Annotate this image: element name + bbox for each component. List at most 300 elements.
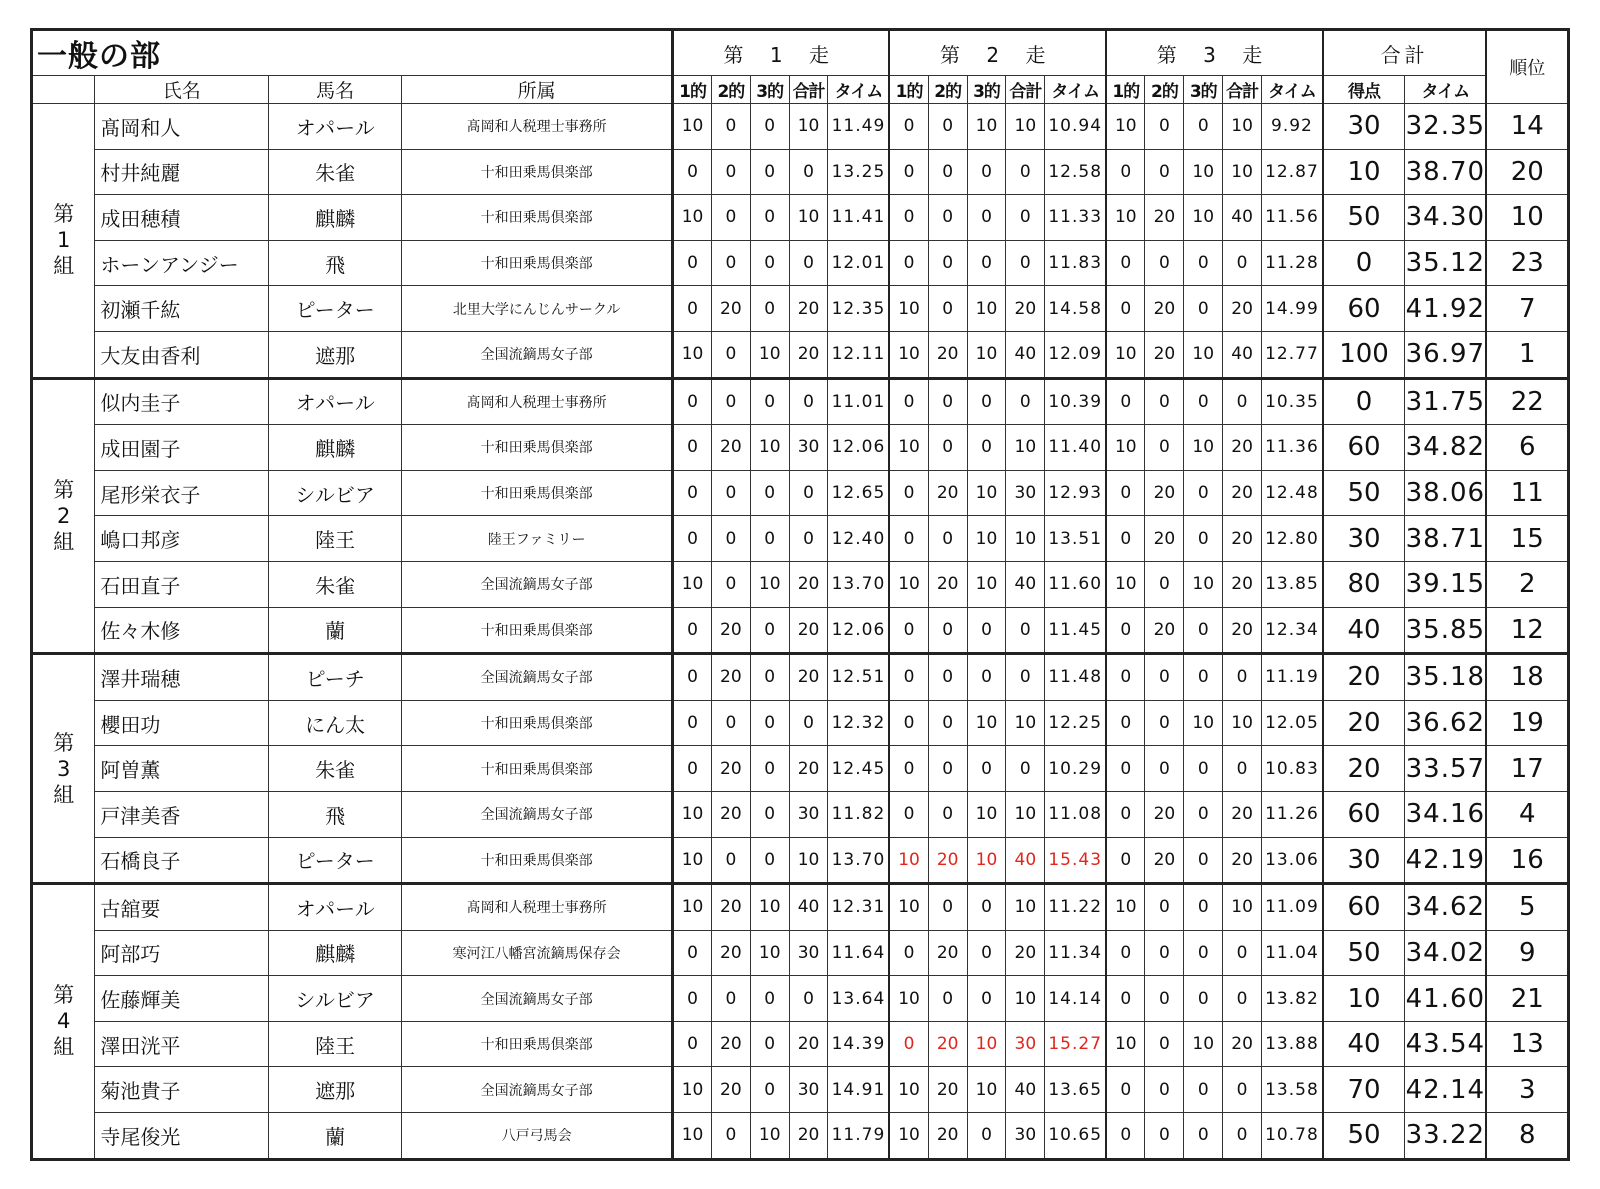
col-header-horse: 馬名 — [269, 76, 402, 104]
rank: 18 — [1486, 654, 1568, 701]
run2-t3: 10 — [967, 700, 1006, 746]
col-header-run2-t2: 2的 — [928, 76, 967, 104]
run1-t3: 0 — [750, 378, 789, 425]
affiliation: 十和田乗馬倶楽部 — [402, 746, 673, 792]
total-points: 20 — [1323, 654, 1405, 701]
run3-t1: 0 — [1106, 516, 1145, 562]
run2-time: 11.22 — [1045, 884, 1106, 931]
run1-time: 12.11 — [828, 331, 889, 378]
total-points: 60 — [1323, 286, 1405, 332]
run2-t1: 10 — [889, 1113, 928, 1160]
run2-time: 12.25 — [1045, 700, 1106, 746]
run1-time: 12.32 — [828, 700, 889, 746]
run2-t3: 10 — [967, 561, 1006, 607]
rank: 13 — [1486, 1021, 1568, 1067]
run3-time: 12.80 — [1262, 516, 1323, 562]
horse-name: シルビア — [269, 470, 402, 516]
run1-t3: 0 — [750, 286, 789, 332]
rider-name: 阿部巧 — [95, 930, 269, 976]
table-row — [32, 791, 1569, 837]
run3-time: 12.77 — [1262, 331, 1323, 378]
run2-subtotal: 10 — [1006, 791, 1045, 837]
rank: 14 — [1486, 104, 1568, 150]
run3-t2: 0 — [1145, 561, 1184, 607]
run1-t1: 0 — [673, 1021, 712, 1067]
run2-t2: 0 — [928, 791, 967, 837]
col-header-run2-time: タイム — [1045, 76, 1106, 104]
run3-t3: 10 — [1184, 195, 1223, 241]
run3-time: 11.56 — [1262, 195, 1323, 241]
rider-name: 戸津美香 — [95, 791, 269, 837]
run2-t2: 0 — [928, 700, 967, 746]
run2-t1: 0 — [889, 654, 928, 701]
run3-t3: 10 — [1184, 425, 1223, 471]
run2-time: 11.33 — [1045, 195, 1106, 241]
horse-name: 朱雀 — [269, 561, 402, 607]
run3-t3: 0 — [1184, 1113, 1223, 1160]
run2-t3: 0 — [967, 746, 1006, 792]
run2-t1: 0 — [889, 378, 928, 425]
table-row — [32, 1067, 1569, 1113]
run2-subtotal: 10 — [1006, 104, 1045, 150]
run2-t3: 0 — [967, 1113, 1006, 1160]
run1-subtotal: 30 — [789, 791, 828, 837]
run1-subtotal: 20 — [789, 286, 828, 332]
run2-t2: 20 — [928, 331, 967, 378]
run1-subtotal: 10 — [789, 195, 828, 241]
run2-t3: 0 — [967, 378, 1006, 425]
run1-t3: 0 — [750, 104, 789, 150]
col-header-run3-t3: 3的 — [1184, 76, 1223, 104]
run3-t1: 0 — [1106, 837, 1145, 884]
table-row — [32, 930, 1569, 976]
horse-name: 麒麟 — [269, 195, 402, 241]
run1-t3: 0 — [750, 746, 789, 792]
run2-t1: 0 — [889, 930, 928, 976]
affiliation: 髙岡和人税理士事務所 — [402, 378, 673, 425]
run2-subtotal: 40 — [1006, 1067, 1045, 1113]
results-sheet — [30, 28, 1570, 1161]
rider-name: 櫻田功 — [95, 700, 269, 746]
table-row — [32, 561, 1569, 607]
affiliation: 寒河江八幡宮流鏑馬保存会 — [402, 930, 673, 976]
run3-subtotal: 20 — [1223, 470, 1262, 516]
run3-t1: 0 — [1106, 378, 1145, 425]
run3-t2: 0 — [1145, 378, 1184, 425]
run3-t3: 10 — [1184, 561, 1223, 607]
table-row — [32, 425, 1569, 471]
run1-t2: 0 — [711, 240, 750, 286]
total-points: 60 — [1323, 425, 1405, 471]
rank: 10 — [1486, 195, 1568, 241]
run2-t3: 10 — [967, 516, 1006, 562]
run1-t3: 0 — [750, 195, 789, 241]
run1-t3: 0 — [750, 470, 789, 516]
run2-time: 14.58 — [1045, 286, 1106, 332]
run3-t2: 20 — [1145, 286, 1184, 332]
total-points: 80 — [1323, 561, 1405, 607]
run2-t1: 10 — [889, 976, 928, 1022]
run2-subtotal: 30 — [1006, 470, 1045, 516]
run1-t3: 0 — [750, 791, 789, 837]
affiliation: 八戸弓馬会 — [402, 1113, 673, 1160]
run1-time: 12.06 — [828, 425, 889, 471]
table-row — [32, 700, 1569, 746]
total-points: 0 — [1323, 240, 1405, 286]
run2-time: 14.14 — [1045, 976, 1106, 1022]
run2-t3: 0 — [967, 195, 1006, 241]
run3-t3: 0 — [1184, 654, 1223, 701]
run3-t1: 10 — [1106, 884, 1145, 931]
horse-name: オパール — [269, 884, 402, 931]
run1-subtotal: 0 — [789, 240, 828, 286]
run3-t2: 0 — [1145, 1067, 1184, 1113]
table-row — [32, 331, 1569, 378]
total-time: 34.30 — [1405, 195, 1487, 241]
col-header-affiliation: 所属 — [402, 76, 673, 104]
rank: 4 — [1486, 791, 1568, 837]
run1-time: 11.82 — [828, 791, 889, 837]
total-points: 50 — [1323, 470, 1405, 516]
run2-t3: 10 — [967, 286, 1006, 332]
run1-t1: 10 — [673, 104, 712, 150]
run2-t3: 0 — [967, 425, 1006, 471]
run3-t3: 10 — [1184, 1021, 1223, 1067]
run2-t2: 0 — [928, 884, 967, 931]
rider-name: 古舘要 — [95, 884, 269, 931]
run3-time: 9.92 — [1262, 104, 1323, 150]
run1-subtotal: 30 — [789, 930, 828, 976]
run3-subtotal: 40 — [1223, 195, 1262, 241]
run3-t2: 0 — [1145, 1113, 1184, 1160]
table-row — [32, 470, 1569, 516]
run3-t3: 0 — [1184, 884, 1223, 931]
group-label: 第 1 組 — [32, 104, 95, 379]
rank: 2 — [1486, 561, 1568, 607]
run1-time: 12.45 — [828, 746, 889, 792]
run1-t1: 10 — [673, 331, 712, 378]
horse-name: シルビア — [269, 976, 402, 1022]
run2-time: 10.65 — [1045, 1113, 1106, 1160]
run2-time: 11.83 — [1045, 240, 1106, 286]
run2-subtotal: 0 — [1006, 195, 1045, 241]
total-points: 30 — [1323, 516, 1405, 562]
run1-t1: 10 — [673, 791, 712, 837]
run1-t2: 0 — [711, 470, 750, 516]
horse-name: 蘭 — [269, 1113, 402, 1160]
col-header-run1-t3: 3的 — [750, 76, 789, 104]
horse-name: 蘭 — [269, 607, 402, 654]
run3-t3: 10 — [1184, 700, 1223, 746]
run1-t1: 0 — [673, 470, 712, 516]
affiliation: 十和田乗馬倶楽部 — [402, 837, 673, 884]
run1-t1: 10 — [673, 561, 712, 607]
total-points: 10 — [1323, 976, 1405, 1022]
run1-t2: 20 — [711, 1067, 750, 1113]
run1-subtotal: 40 — [789, 884, 828, 931]
run1-t1: 10 — [673, 195, 712, 241]
run1-t2: 20 — [711, 1021, 750, 1067]
run1-t1: 0 — [673, 976, 712, 1022]
total-time: 43.54 — [1405, 1021, 1487, 1067]
rider-name: 尾形栄衣子 — [95, 470, 269, 516]
run3-subtotal: 20 — [1223, 561, 1262, 607]
rank: 7 — [1486, 286, 1568, 332]
run1-time: 12.01 — [828, 240, 889, 286]
results-table — [30, 28, 1570, 1161]
affiliation: 十和田乗馬倶楽部 — [402, 607, 673, 654]
total-points: 0 — [1323, 378, 1405, 425]
run3-t1: 0 — [1106, 1067, 1145, 1113]
run1-subtotal: 20 — [789, 1113, 828, 1160]
run3-t2: 0 — [1145, 746, 1184, 792]
run1-t3: 0 — [750, 976, 789, 1022]
run3-t2: 0 — [1145, 149, 1184, 195]
rank: 11 — [1486, 470, 1568, 516]
run3-t2: 0 — [1145, 700, 1184, 746]
horse-name: 朱雀 — [269, 149, 402, 195]
total-time: 34.82 — [1405, 425, 1487, 471]
run1-subtotal: 0 — [789, 470, 828, 516]
run2-t1: 0 — [889, 104, 928, 150]
affiliation: 北里大学にんじんサークル — [402, 286, 673, 332]
run1-t2: 20 — [711, 286, 750, 332]
run3-subtotal: 0 — [1223, 378, 1262, 425]
run2-t1: 0 — [889, 700, 928, 746]
run2-t3: 10 — [967, 331, 1006, 378]
affiliation: 全国流鏑馬女子部 — [402, 654, 673, 701]
affiliation: 十和田乗馬倶楽部 — [402, 240, 673, 286]
horse-name: 飛 — [269, 791, 402, 837]
rider-name: 澤井瑞穂 — [95, 654, 269, 701]
total-time: 35.85 — [1405, 607, 1487, 654]
run1-t2: 0 — [711, 331, 750, 378]
spacer-header — [32, 76, 95, 104]
run2-t2: 20 — [928, 1021, 967, 1067]
run3-time: 10.78 — [1262, 1113, 1323, 1160]
run2-t2: 0 — [928, 516, 967, 562]
rider-name: ホーンアンジー — [95, 240, 269, 286]
run3-time: 14.99 — [1262, 286, 1323, 332]
affiliation: 十和田乗馬倶楽部 — [402, 700, 673, 746]
total-points: 20 — [1323, 746, 1405, 792]
run3-subtotal: 0 — [1223, 746, 1262, 792]
horse-name: 麒麟 — [269, 425, 402, 471]
run1-t3: 0 — [750, 516, 789, 562]
rider-name: 初瀬千紘 — [95, 286, 269, 332]
run1-subtotal: 0 — [789, 516, 828, 562]
run3-time: 11.26 — [1262, 791, 1323, 837]
run1-t3: 0 — [750, 654, 789, 701]
run3-time: 11.36 — [1262, 425, 1323, 471]
run3-t1: 10 — [1106, 195, 1145, 241]
run1-t3: 10 — [750, 561, 789, 607]
run2-t2: 0 — [928, 607, 967, 654]
run3-t1: 0 — [1106, 1113, 1145, 1160]
col-header-total-time: タイム — [1405, 76, 1487, 104]
run2-t1: 0 — [889, 1021, 928, 1067]
run1-t2: 0 — [711, 1113, 750, 1160]
rider-name: 成田穂積 — [95, 195, 269, 241]
run-1-header: 第 1 走 — [673, 30, 890, 76]
run1-t3: 0 — [750, 700, 789, 746]
run1-t1: 0 — [673, 516, 712, 562]
rider-name: 佐藤輝美 — [95, 976, 269, 1022]
run2-subtotal: 20 — [1006, 930, 1045, 976]
run2-subtotal: 0 — [1006, 378, 1045, 425]
run3-subtotal: 20 — [1223, 1021, 1262, 1067]
affiliation: 全国流鏑馬女子部 — [402, 561, 673, 607]
run3-t1: 0 — [1106, 654, 1145, 701]
run2-time: 12.58 — [1045, 149, 1106, 195]
affiliation: 陸王ファミリー — [402, 516, 673, 562]
rider-name: 似内圭子 — [95, 378, 269, 425]
run1-t1: 10 — [673, 884, 712, 931]
total-time: 36.62 — [1405, 700, 1487, 746]
total-time: 39.15 — [1405, 561, 1487, 607]
affiliation: 十和田乗馬倶楽部 — [402, 425, 673, 471]
run3-t3: 0 — [1184, 516, 1223, 562]
run3-subtotal: 20 — [1223, 286, 1262, 332]
run1-t3: 10 — [750, 884, 789, 931]
run2-t2: 0 — [928, 746, 967, 792]
table-row — [32, 837, 1569, 884]
affiliation: 全国流鏑馬女子部 — [402, 791, 673, 837]
total-time: 41.92 — [1405, 286, 1487, 332]
run1-t1: 10 — [673, 837, 712, 884]
run3-subtotal: 10 — [1223, 884, 1262, 931]
run1-t2: 20 — [711, 425, 750, 471]
run1-t2: 20 — [711, 884, 750, 931]
table-row — [32, 286, 1569, 332]
run3-t1: 0 — [1106, 976, 1145, 1022]
affiliation: 十和田乗馬倶楽部 — [402, 149, 673, 195]
run3-t2: 20 — [1145, 195, 1184, 241]
run3-t3: 0 — [1184, 791, 1223, 837]
table-row — [32, 378, 1569, 425]
run2-subtotal: 0 — [1006, 240, 1045, 286]
run2-subtotal: 40 — [1006, 561, 1045, 607]
rider-name: 村井純麗 — [95, 149, 269, 195]
run2-t2: 0 — [928, 976, 967, 1022]
run2-time: 15.27 — [1045, 1021, 1106, 1067]
run1-time: 12.51 — [828, 654, 889, 701]
run2-t1: 0 — [889, 791, 928, 837]
total-points: 30 — [1323, 104, 1405, 150]
run1-t3: 0 — [750, 1067, 789, 1113]
run1-t2: 0 — [711, 378, 750, 425]
table-row — [32, 607, 1569, 654]
run2-t1: 0 — [889, 746, 928, 792]
run3-t1: 0 — [1106, 746, 1145, 792]
rank: 1 — [1486, 331, 1568, 378]
page-title: 一般の部 — [32, 30, 673, 76]
run-2-header: 第 2 走 — [889, 30, 1106, 76]
total-time: 38.71 — [1405, 516, 1487, 562]
rider-name: 石橋良子 — [95, 837, 269, 884]
run2-t1: 10 — [889, 561, 928, 607]
run3-t1: 10 — [1106, 1021, 1145, 1067]
rider-name: 嶋口邦彦 — [95, 516, 269, 562]
run2-t2: 20 — [928, 930, 967, 976]
run3-time: 13.06 — [1262, 837, 1323, 884]
rider-name: 佐々木修 — [95, 607, 269, 654]
run1-time: 11.49 — [828, 104, 889, 150]
rank: 5 — [1486, 884, 1568, 931]
group-label: 第 2 組 — [32, 378, 95, 654]
table-row — [32, 884, 1569, 931]
run2-t1: 0 — [889, 195, 928, 241]
run2-t3: 0 — [967, 930, 1006, 976]
horse-name: 麒麟 — [269, 930, 402, 976]
total-points: 50 — [1323, 1113, 1405, 1160]
run2-t3: 0 — [967, 607, 1006, 654]
run2-t2: 0 — [928, 425, 967, 471]
run1-t1: 0 — [673, 746, 712, 792]
run3-t2: 0 — [1145, 425, 1184, 471]
col-header-run2-t3: 3的 — [967, 76, 1006, 104]
run3-subtotal: 20 — [1223, 516, 1262, 562]
run3-subtotal: 10 — [1223, 700, 1262, 746]
run2-time: 15.43 — [1045, 837, 1106, 884]
total-points: 50 — [1323, 930, 1405, 976]
run1-time: 12.65 — [828, 470, 889, 516]
run3-time: 13.88 — [1262, 1021, 1323, 1067]
run2-subtotal: 10 — [1006, 976, 1045, 1022]
col-header-run2-t1: 1的 — [889, 76, 928, 104]
run1-t2: 20 — [711, 607, 750, 654]
col-header-run1-t2: 2的 — [711, 76, 750, 104]
run3-t1: 10 — [1106, 331, 1145, 378]
run3-t3: 0 — [1184, 930, 1223, 976]
run2-time: 12.93 — [1045, 470, 1106, 516]
run2-subtotal: 10 — [1006, 700, 1045, 746]
run3-t2: 0 — [1145, 240, 1184, 286]
run1-t2: 20 — [711, 930, 750, 976]
run1-t2: 0 — [711, 976, 750, 1022]
horse-name: にん太 — [269, 700, 402, 746]
run2-time: 10.29 — [1045, 746, 1106, 792]
run3-t2: 0 — [1145, 976, 1184, 1022]
rider-name: 髙岡和人 — [95, 104, 269, 150]
run2-t3: 10 — [967, 837, 1006, 884]
rank: 22 — [1486, 378, 1568, 425]
run3-t3: 0 — [1184, 240, 1223, 286]
run1-t3: 10 — [750, 1113, 789, 1160]
horse-name: 遮那 — [269, 331, 402, 378]
run1-subtotal: 30 — [789, 1067, 828, 1113]
run3-time: 13.85 — [1262, 561, 1323, 607]
col-header-run3-time: タイム — [1262, 76, 1323, 104]
run2-t3: 0 — [967, 654, 1006, 701]
run3-subtotal: 20 — [1223, 425, 1262, 471]
table-row — [32, 195, 1569, 241]
table-row — [32, 516, 1569, 562]
run3-subtotal: 20 — [1223, 791, 1262, 837]
run1-subtotal: 20 — [789, 561, 828, 607]
total-points: 10 — [1323, 149, 1405, 195]
total-time: 42.19 — [1405, 837, 1487, 884]
run3-t1: 0 — [1106, 700, 1145, 746]
rank: 15 — [1486, 516, 1568, 562]
run1-t1: 10 — [673, 1067, 712, 1113]
run2-t2: 0 — [928, 149, 967, 195]
run2-subtotal: 40 — [1006, 837, 1045, 884]
total-points: 40 — [1323, 1021, 1405, 1067]
run3-subtotal: 0 — [1223, 240, 1262, 286]
table-row — [32, 654, 1569, 701]
rank: 21 — [1486, 976, 1568, 1022]
